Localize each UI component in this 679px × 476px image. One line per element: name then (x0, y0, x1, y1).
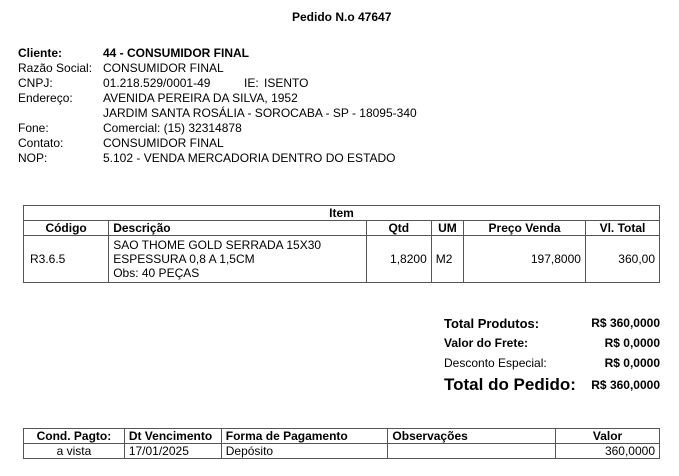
payment-table (23, 428, 660, 459)
endereco-line1: AVENIDA PEREIRA DA SILVA, 1952 (103, 91, 298, 105)
items-caption-row (24, 206, 660, 221)
col-codigo-header: Código (24, 221, 109, 236)
contato-value: CONSUMIDOR FINAL (103, 136, 224, 150)
col-um-header: UM (431, 221, 463, 236)
table-row (24, 444, 660, 459)
contato-label: Contato: (18, 136, 64, 150)
col-forma-header: Forma de Pagamento (221, 429, 388, 444)
item-total: 360,00 (585, 236, 659, 283)
total-produtos-label: Total Produtos: (444, 316, 540, 331)
cnpj-label: CNPJ: (18, 76, 53, 90)
item-desc-line2: ESPESSURA 0,8 A 1,5CM (113, 252, 255, 266)
col-qtd-header: Qtd (366, 221, 431, 236)
item-preco: 197,8000 (464, 236, 586, 283)
cnpj-value: 01.218.529/0001-49 (103, 76, 211, 90)
endereco-label: Endereço: (18, 91, 73, 105)
fone-label: Fone: (18, 121, 49, 135)
items-caption: Item (24, 206, 660, 221)
page-title: Pedido N.o 47647 (292, 10, 392, 24)
col-descricao-header: Descrição (109, 221, 367, 236)
payment-cond: a vista (24, 444, 125, 459)
col-venc-header: Dt Vencimento (124, 429, 221, 444)
nop-label: NOP: (18, 151, 48, 165)
col-total-header: Vl. Total (585, 221, 659, 236)
nop-value: 5.102 - VENDA MERCADORIA DENTRO DO ESTADO (103, 151, 396, 165)
total-pedido-value: R$ 360,0000 (591, 378, 660, 392)
item-qtd: 1,8200 (366, 236, 431, 283)
col-cond-header: Cond. Pagto: (24, 429, 125, 444)
payment-venc: 17/01/2025 (124, 444, 221, 459)
valor-frete-value: R$ 0,0000 (604, 336, 660, 350)
cliente-value: 44 - CONSUMIDOR FINAL (103, 46, 250, 60)
item-codigo: R3.6.5 (24, 236, 109, 283)
item-descricao (109, 236, 367, 283)
col-valor-header: Valor (556, 429, 660, 444)
endereco-line2: JARDIM SANTA ROSÁLIA - SOROCABA - SP - 18095-340 (103, 106, 417, 120)
col-obs-header: Observações (388, 429, 556, 444)
col-preco-header: Preço Venda (464, 221, 586, 236)
payment-valor: 360,0000 (556, 444, 660, 459)
desconto-label: Desconto Especial: (444, 356, 547, 370)
desconto-value: R$ 0,0000 (604, 356, 660, 370)
valor-frete-label: Valor do Frete: (444, 336, 529, 350)
payment-header-row (24, 429, 660, 444)
payment-obs (388, 444, 556, 459)
razao-value: CONSUMIDOR FINAL (103, 61, 224, 75)
item-um: M2 (431, 236, 463, 283)
items-header-row (24, 221, 660, 236)
table-row (24, 236, 660, 283)
fone-value: Comercial: (15) 32314878 (103, 121, 242, 135)
item-desc-line1: SAO THOME GOLD SERRADA 15X30 (113, 238, 322, 252)
total-pedido-label: Total do Pedido: (444, 375, 576, 394)
item-desc-line3: Obs: 40 PEÇAS (113, 266, 200, 280)
ie-value: ISENTO (264, 76, 309, 90)
items-table (23, 205, 660, 283)
ie-label: IE: (244, 76, 259, 90)
payment-forma: Depósito (221, 444, 388, 459)
cliente-label: Cliente: (18, 46, 63, 60)
total-produtos-value: R$ 360,0000 (591, 316, 660, 330)
razao-label: Razão Social: (18, 61, 93, 75)
